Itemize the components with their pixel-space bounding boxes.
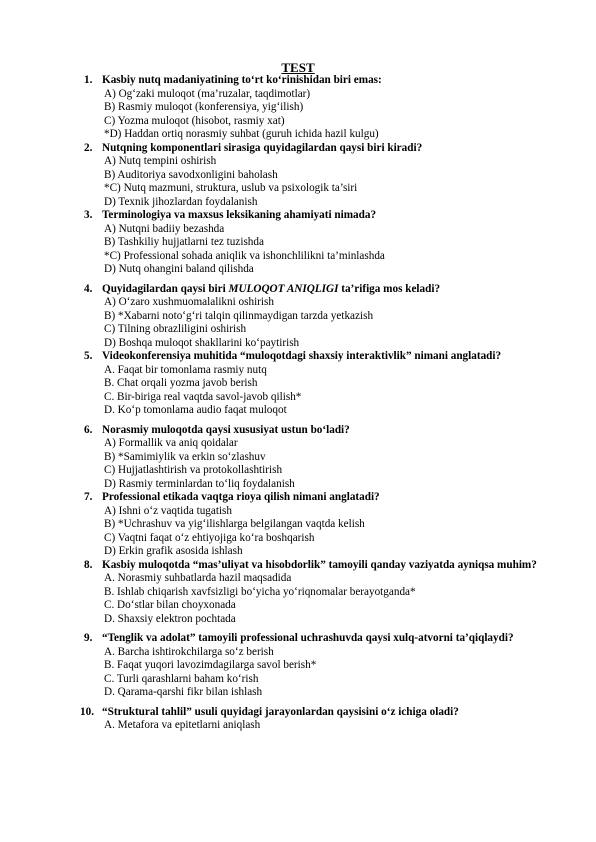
question-text: “Tenglik va adolat” tamoyili professional uchrashuvda qaysi xulq-atvorni ta’qiqlaydi? (102, 632, 514, 644)
answer-option: B) *Uchrashuv va yig‘ilishlarga belgilangan vaqtda kelish (104, 518, 365, 530)
question-text: Kasbiy nutq madaniyatining to‘rt ko‘rinishidan biri emas: (102, 74, 382, 86)
answer-option: B) *Xabarni noto‘g‘ri talqin qilinmaydigan tarzda yetkazish (104, 309, 374, 322)
question-heading (84, 350, 568, 364)
answer-option: C. Do‘stlar bilan choyxonada (104, 599, 236, 611)
question-item (84, 141, 568, 210)
question-item (84, 282, 568, 351)
answer-option: C) Hujjatlashtirish va protokollashtirish (104, 464, 283, 476)
question-heading (80, 705, 568, 720)
question-heading (84, 282, 568, 297)
answer-option: A) Formallik va aniq qoidalar (104, 437, 238, 449)
question-text-part: Quyidagilardan qaysi biri (102, 282, 229, 295)
question-item (84, 209, 568, 277)
question-item (84, 558, 568, 627)
question-item (80, 705, 568, 733)
answer-option: D) Nutq ohangini baland qilishda (104, 263, 254, 275)
question-item (84, 423, 568, 492)
question-text: Kasbiy muloqotda “mas’uliyat va hisobdorlik” tamoyili qanday vaziyatda ayniqsa muhim? (102, 558, 537, 571)
question-item (84, 491, 568, 559)
question-number: 8. (84, 558, 93, 571)
question-number: 9. (84, 632, 93, 644)
question-text: Norasmiy muloqotda qaysi xususiyat ustun bo‘ladi? (102, 423, 350, 436)
question-text (102, 283, 568, 297)
answer-option: A. Barcha ishtirokchilarga so‘z berish (104, 645, 274, 658)
answer-option: D) Rasmiy terminlardan to‘liq foydalanish (104, 477, 295, 490)
answer-option: B) *Samimiylik va erkin so‘zlashuv (104, 450, 266, 463)
answer-option: A) Ishni o‘z vaqtida tugatish (104, 504, 233, 517)
answer-option: A. Norasmiy suhbatlarda hazil maqsadida (104, 572, 292, 584)
question-heading (84, 209, 568, 223)
question-text: Videokonferensiya muhitida “muloqotdagi shaxsiy interaktivlik” nimani anglatadi? (102, 350, 502, 362)
question-heading (84, 141, 568, 156)
answer-option: C) Tilning obrazliligini oshirish (104, 323, 247, 335)
question-number: 10. (80, 705, 94, 718)
question-number: 7. (84, 491, 93, 503)
question-heading (84, 558, 568, 573)
answer-option: D) Boshqa muloqot shakllarini ko‘paytirish (104, 336, 300, 349)
question-text: Nutqning komponentlari sirasiga quyidagilardan qaysi biri kiradi? (102, 141, 423, 154)
question-number: 3. (84, 209, 93, 221)
answer-option: B. Faqat yuqori lavozimdagilarga savol berish* (104, 659, 317, 671)
answer-option: D. Qarama-qarshi fikr bilan ishlash (104, 686, 263, 698)
question-text-emphasis: MULOQOT ANIQLIGI (228, 282, 339, 295)
answer-option: *C) Nutq mazmuni, struktura, uslub va psixologik ta’siri (104, 182, 358, 194)
question-text-part: ta’rifiga mos keladi? (338, 282, 441, 295)
answer-option: D. Shaxsiy elektron pochtada (104, 612, 236, 625)
question-item (84, 350, 568, 418)
question-item (84, 74, 568, 142)
answer-option: D. Ko‘p tomonlama audio faqat muloqot (104, 404, 287, 416)
question-number: 2. (84, 141, 93, 154)
question-text: Terminologiya va maxsus leksikaning ahamiyati nimada? (102, 209, 377, 221)
question-text: Professional etikada vaqtga rioya qilish nimani anglatadi? (102, 491, 380, 503)
answer-option: C. Bir-biriga real vaqtda savol-javob qilish* (104, 390, 302, 403)
question-heading (84, 74, 568, 88)
question-number: 1. (84, 74, 93, 86)
answer-option: A) Nutq tempini oshirish (104, 155, 217, 167)
answer-option: A) O‘zaro xushmuomalalikni oshirish (104, 296, 274, 308)
question-heading (84, 423, 568, 438)
answer-option: A) Og‘zaki muloqot (ma’ruzalar, taqdimotlar) (104, 87, 311, 100)
answer-option: *D) Haddan ortiq norasmiy suhbat (guruh ichida hazil kulgu) (104, 128, 379, 140)
page-title: TEST (281, 60, 315, 75)
question-number: 5. (84, 350, 93, 362)
question-heading (84, 491, 568, 505)
question-list (80, 74, 568, 733)
answer-option: *C) Professional sohada aniqlik va ishonchlilikni ta’minlashda (104, 249, 385, 262)
answer-option: B. Ishlab chiqarish xavfsizligi bo‘yicha yo‘riqnomalar berayotganda* (104, 585, 416, 598)
question-heading (84, 632, 568, 646)
question-number: 6. (84, 423, 93, 436)
answer-option: C) Yozma muloqot (hisobot, rasmiy xat) (104, 114, 285, 127)
answer-option: B) Auditoriya savodxonligini baholash (104, 168, 278, 181)
answer-option: B) Tashkiliy hujjatlarni tez tuzishda (104, 236, 264, 248)
question-text: “Struktural tahlil” usuli quyidagi jarayonlardan qaysisini o‘z ichiga oladi? (102, 705, 459, 718)
answer-option: D) Erkin grafik asosida ishlash (104, 545, 243, 557)
answer-option: D) Texnik jihozlardan foydalanish (104, 195, 258, 208)
answer-option: B. Chat orqali yozma javob berish (104, 377, 258, 389)
answer-option: C. Turli qarashlarni baham ko‘rish (104, 672, 259, 685)
answer-option: B) Rasmiy muloqot (konferensiya, yig‘ilish) (104, 101, 304, 113)
answer-option: A. Faqat bir tomonlama rasmiy nutq (104, 363, 267, 376)
question-item (84, 632, 568, 700)
answer-option: A) Nutqni badiiy bezashda (104, 222, 225, 235)
answer-option: C) Vaqtni faqat o‘z ehtiyojiga ko‘ra boshqarish (104, 531, 315, 544)
answer-option: A. Metafora va epitetlarni aniqlash (104, 719, 261, 731)
question-number: 4. (84, 282, 93, 295)
